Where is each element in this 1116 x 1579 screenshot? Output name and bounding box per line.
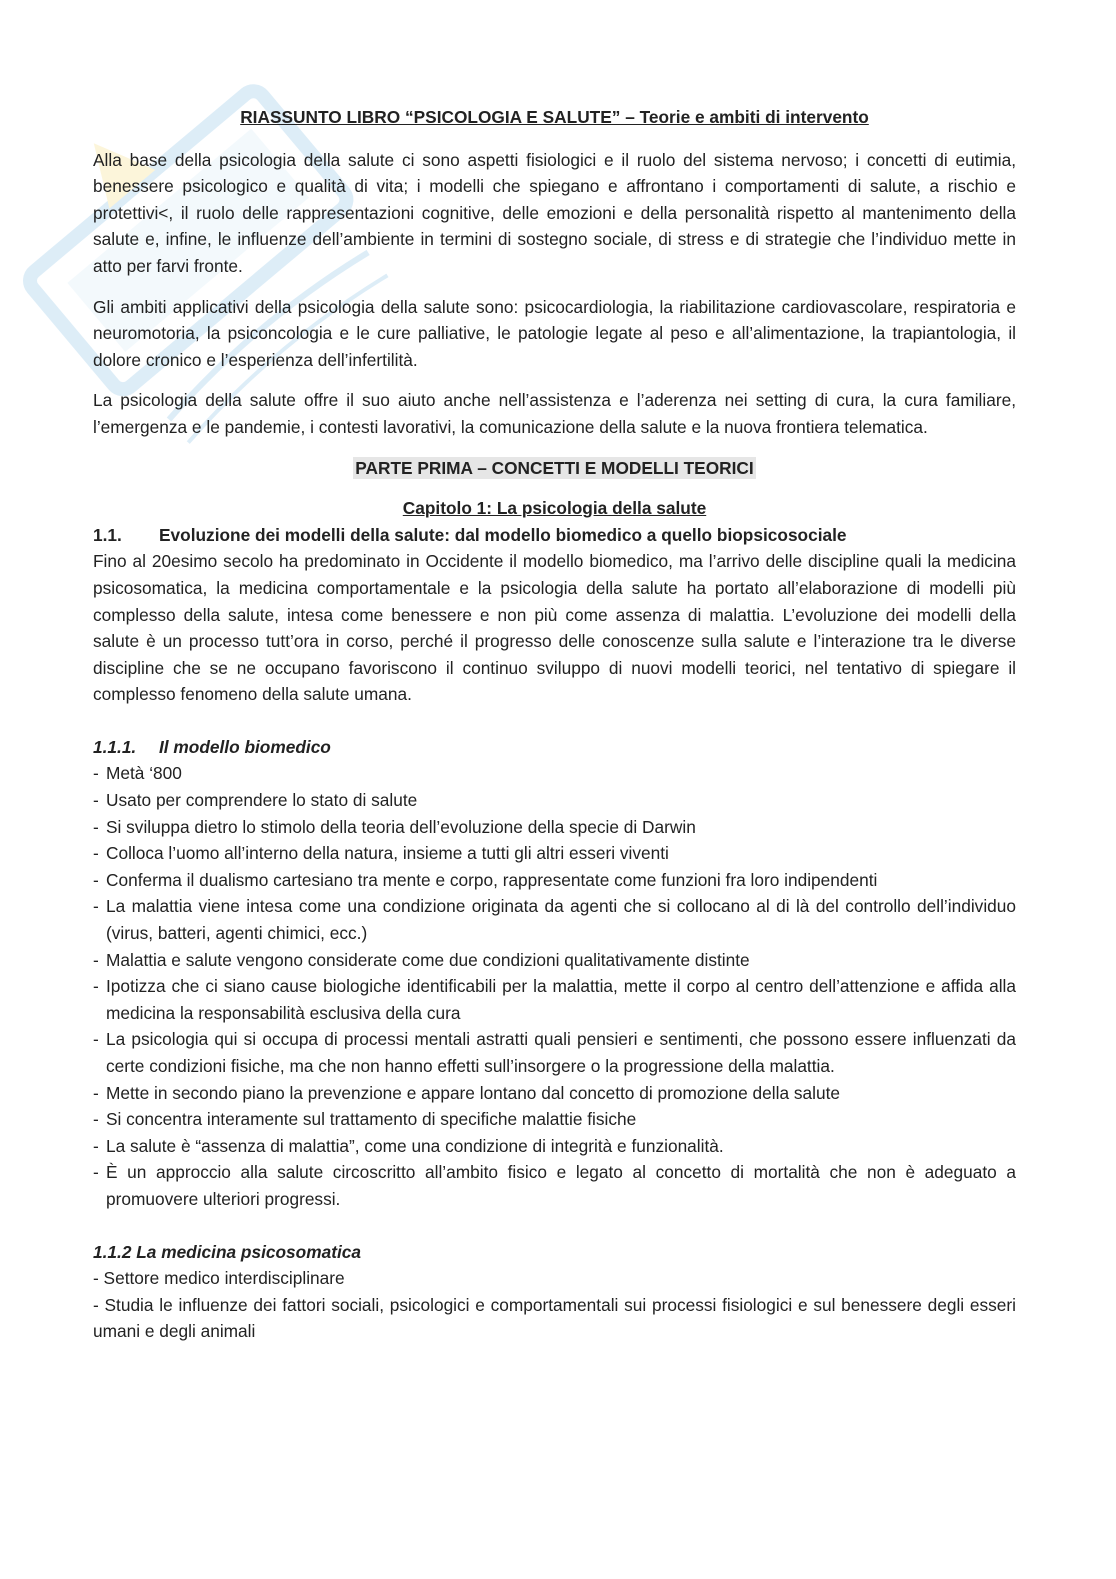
subsection-heading-2: 1.1.2 La medicina psicosomatica: [93, 1241, 361, 1262]
list-item: - Conferma il dualismo cartesiano tra mente e corpo, rappresentate come funzioni fra loro indipendenti: [93, 867, 1016, 894]
document-content: [93, 104, 1016, 1345]
list-item: - Metà ‘800: [93, 760, 1016, 787]
part-heading-text: PARTE PRIMA – CONCETTI E MODELLI TEORICI: [355, 457, 754, 478]
subsection-2-body: [93, 1265, 1016, 1345]
list-item: - La salute è “assenza di malattia”, come una condizione di integrità e funzionalità.: [93, 1133, 1016, 1160]
subsection-heading: [93, 734, 1016, 761]
text-line: - Studia le influenze dei fattori sociali, psicologici e comportamentali sui processi fisiologici e sul benessere degli esseri umani e degli animali: [93, 1294, 1016, 1342]
intro-paragraph: Alla base della psicologia della salute ci sono aspetti fisiologici e il ruolo del sistema nervoso; i concetti di eutimia, benessere psicologico e qualità di vita; i modelli che spiegano e affrontano i comportamenti di salute, a rischio e protettivi<, il ruolo delle rappresentazioni cognitive, delle emozioni e della personalità rispetto al mantenimento della salute e, infine, le influenze dell’ambiente in termini di sostegno sociale, di stress e di strategie che l’individuo mette in atto per farvi fronte.: [93, 149, 1016, 276]
subsection-number: 1.1.1.: [93, 736, 137, 757]
list-item: - Mette in secondo piano la prevenzione e appare lontano dal concetto di promozione della salute: [93, 1080, 1016, 1107]
part-heading: [93, 455, 1016, 482]
list-item: - Ipotizza che ci siano cause biologiche identificabili per la malattia, mette il corpo al centro dell’attenzione e affida alla medicina la responsabilità esclusiva della cura: [93, 973, 1016, 1026]
intro-paragraph: Gli ambiti applicativi della psicologia della salute sono: psicocardiologia, la riabilitazione cardiovascolare, respiratoria e neuromotoria, la psiconcologia e le cure palliative, le patologie legate al peso e all’alimentazione, la trapiantologia, il dolore cronico e l’esperienza dell’infertilità.: [93, 296, 1016, 370]
list-item: - Si sviluppa dietro lo stimolo della teoria dell’evoluzione della specie di Darwin: [93, 814, 1016, 841]
list-item: - È un approccio alla salute circoscritto all’ambito fisico e legato al concetto di mortalità che non è adeguato a promuovere ulteriori progressi.: [93, 1159, 1016, 1212]
subsection-title: Il modello biomedico: [159, 736, 331, 757]
list-item: - Colloca l’uomo all’interno della natura, insieme a tutti gli altri esseri viventi: [93, 840, 1016, 867]
list-item: - Malattia e salute vengono considerate come due condizioni qualitativamente distinte: [93, 947, 1016, 974]
list-item: - La malattia viene intesa come una condizione originata da agenti che si collocano al di là del controllo dell’individuo (virus, batteri, agenti chimici, ecc.): [93, 893, 1016, 946]
list-item: - Si concentra interamente sul trattamento di specifiche malattie fisiche: [93, 1106, 1016, 1133]
list-item: - La psicologia qui si occupa di processi mentali astratti quali pensieri e sentimenti, che possono essere influenzati da certe condizioni fisiche, ma che non hanno effetti sull’insorgere o la progressione della malattia.: [93, 1026, 1016, 1079]
intro-paragraph: La psicologia della salute offre il suo aiuto anche nell’assistenza e l’aderenza nei setting di cura, la cura familiare, l’emergenza e le pandemie, i contesti lavorativi, la comunicazione della salute e la nuova frontiera telematica.: [93, 390, 1016, 437]
section-body: Fino al 20esimo secolo ha predominato in Occidente il modello biomedico, ma l’arrivo delle discipline quali la medicina psicosomatica, la medicina comportamentale e la psicologia della salute ha portato all’elaborazione di modelli più complesso della salute, intesa come benessere e non più come assenza di malattia. L’evoluzione dei modelli della salute è un processo tutt’ora in corso, perché il progresso delle conoscenze sulla salute e l’interazione tra le diverse discipline che se ne occupano favoriscono il continuo sviluppo di nuovi modelli teorici, nel tentativo di spiegare il complesso fenomeno della salute umana.: [93, 551, 1016, 705]
chapter-heading: Capitolo 1: La psicologia della salute: [402, 498, 707, 519]
list-item: - Usato per comprendere lo stato di salute: [93, 787, 1016, 814]
section-number: 1.1.: [93, 524, 122, 545]
bullet-list: [93, 760, 1016, 1212]
text-line: - Settore medico interdisciplinare: [93, 1268, 345, 1289]
section-heading: [93, 522, 1016, 549]
document-title: RIASSUNTO LIBRO “PSICOLOGIA E SALUTE” – Teorie e ambiti di intervento: [240, 107, 869, 127]
section-title: Evoluzione dei modelli della salute: dal modello biomedico a quello biopsicosociale: [159, 524, 847, 545]
